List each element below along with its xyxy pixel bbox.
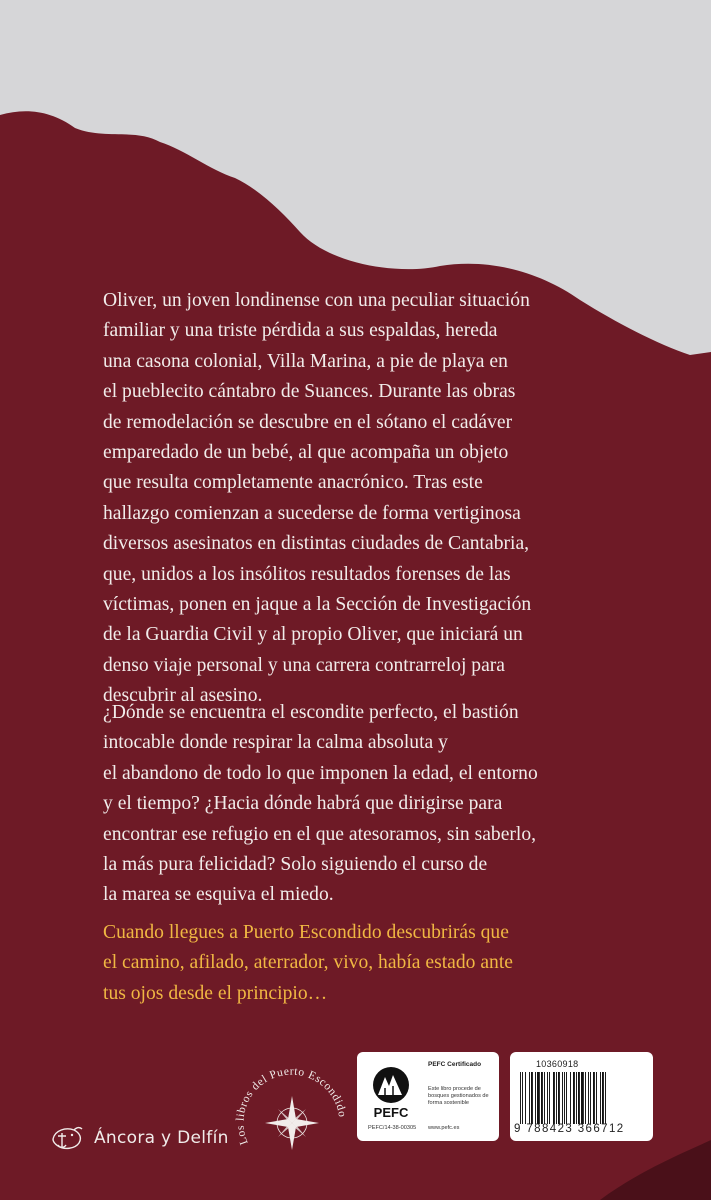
barcode-bar — [605, 1072, 606, 1124]
barcode-bar — [535, 1072, 536, 1124]
text-line: tus ojos desde el principio… — [103, 982, 328, 1004]
text-line: la marea se esquiva el miedo. — [103, 884, 334, 906]
text-line: una casona colonial, Villa Marina, a pie de playa en — [103, 350, 508, 372]
barcode-bar — [588, 1072, 589, 1124]
barcode-bar — [573, 1072, 575, 1124]
text-line: encontrar ese refugio en el que atesoramos, sin saberlo, — [103, 823, 537, 845]
barcode-bar — [547, 1072, 548, 1124]
text-line: el pueblecito cántabro de Suances. Durante las obras — [103, 381, 516, 403]
barcode-bar — [549, 1072, 550, 1124]
pefc-code: PEFC/14-38-00305 — [368, 1125, 417, 1131]
barcode-reference: 10360918 — [536, 1059, 579, 1069]
isbn-digits: 9 788423 366712 — [514, 1123, 625, 1135]
barcode-bar — [566, 1072, 567, 1124]
barcode-bar — [558, 1072, 560, 1124]
text-line: familiar y una triste pérdida a sus espaldas, hereda — [103, 320, 498, 342]
text-line: descubrir al asesino. — [103, 685, 263, 707]
barcode-bar — [578, 1072, 580, 1124]
series-seal — [234, 1063, 350, 1179]
text-line: y el tiempo? ¿Hacia dónde habrá que dirigirse para — [103, 793, 503, 815]
pefc-description: Este libro procede de bosques gestionados de forma sostenible — [428, 1086, 489, 1106]
pefc-logo — [369, 1066, 413, 1120]
barcode-bar — [556, 1072, 557, 1124]
text-line: intocable donde respirar la calma absoluta y — [103, 732, 448, 754]
pefc-certification-label — [357, 1052, 499, 1141]
tagline-paragraph — [103, 918, 663, 1009]
text-line: que, unidos a los insólitos resultados forenses de las — [103, 563, 511, 585]
pefc-logo-text: PEFC — [373, 1105, 409, 1120]
publisher-name: Áncora y Delfín — [94, 1128, 229, 1148]
barcode-bar — [602, 1072, 604, 1124]
barcode-label — [510, 1052, 653, 1141]
barcode-bar — [525, 1072, 526, 1124]
publisher-logo — [50, 1118, 229, 1158]
barcode-bar — [529, 1072, 530, 1124]
text-line: víctimas, ponen en jaque a la Sección de Investigación — [103, 594, 532, 616]
synopsis-paragraph — [103, 286, 663, 712]
barcode-bar — [537, 1072, 540, 1124]
barcode-bar — [541, 1072, 543, 1124]
text-line: ¿Dónde se encuentra el escondite perfecto, el bastión — [103, 702, 519, 723]
barcode-bar — [520, 1072, 521, 1124]
barcode-bar — [553, 1072, 555, 1124]
text-line: hallazgo comienzan a sucederse de forma vertiginosa — [103, 502, 521, 524]
barcode-bar — [544, 1072, 545, 1124]
text-line: Oliver, un joven londinense con una peculiar situación — [103, 290, 530, 311]
barcode-bar — [593, 1072, 595, 1124]
barcode-bar — [522, 1072, 523, 1124]
series-seal-text: Los libros del Puerto Escondido — [234, 1065, 349, 1147]
question-paragraph — [103, 698, 663, 911]
text-line: de la Guardia Civil y al propio Oliver, que iniciará un — [103, 624, 523, 646]
anchor-dolphin-icon — [50, 1124, 84, 1152]
compass-rose-icon — [265, 1096, 319, 1150]
barcode-bar — [590, 1072, 591, 1124]
text-line: que resulta completamente anacrónico. Tras este — [103, 472, 483, 494]
text-line: diversos asesinatos en distintas ciudades de Cantabria, — [103, 533, 530, 555]
barcode-bar — [564, 1072, 565, 1124]
text-line: la más pura felicidad? Solo siguiendo el curso de — [103, 854, 488, 876]
barcode-bar — [531, 1072, 533, 1124]
barcode-bar — [570, 1072, 571, 1124]
barcode-bar — [585, 1072, 586, 1124]
barcode-bar — [576, 1072, 577, 1124]
barcode-bar — [581, 1072, 584, 1124]
text-line: denso viaje personal y una carrera contrarreloj para — [103, 654, 506, 676]
text-line: emparedado de un bebé, al que acompaña un objeto — [103, 442, 509, 464]
text-line: Cuando llegues a Puerto Escondido descubrirás que — [103, 922, 509, 943]
text-line: el abandono de todo lo que imponen la edad, el entorno — [103, 762, 538, 784]
pefc-url: www.pefc.es — [428, 1125, 460, 1131]
barcode-bars — [518, 1072, 646, 1124]
barcode-bar — [600, 1072, 601, 1124]
barcode-bar — [562, 1072, 563, 1124]
text-line: de remodelación se descubre en el sótano el cadáver — [103, 411, 513, 433]
pefc-title: PEFC Certificado — [428, 1061, 482, 1068]
text-line: el camino, afilado, aterrador, vivo, había estado ante — [103, 952, 513, 974]
barcode-bar — [596, 1072, 597, 1124]
